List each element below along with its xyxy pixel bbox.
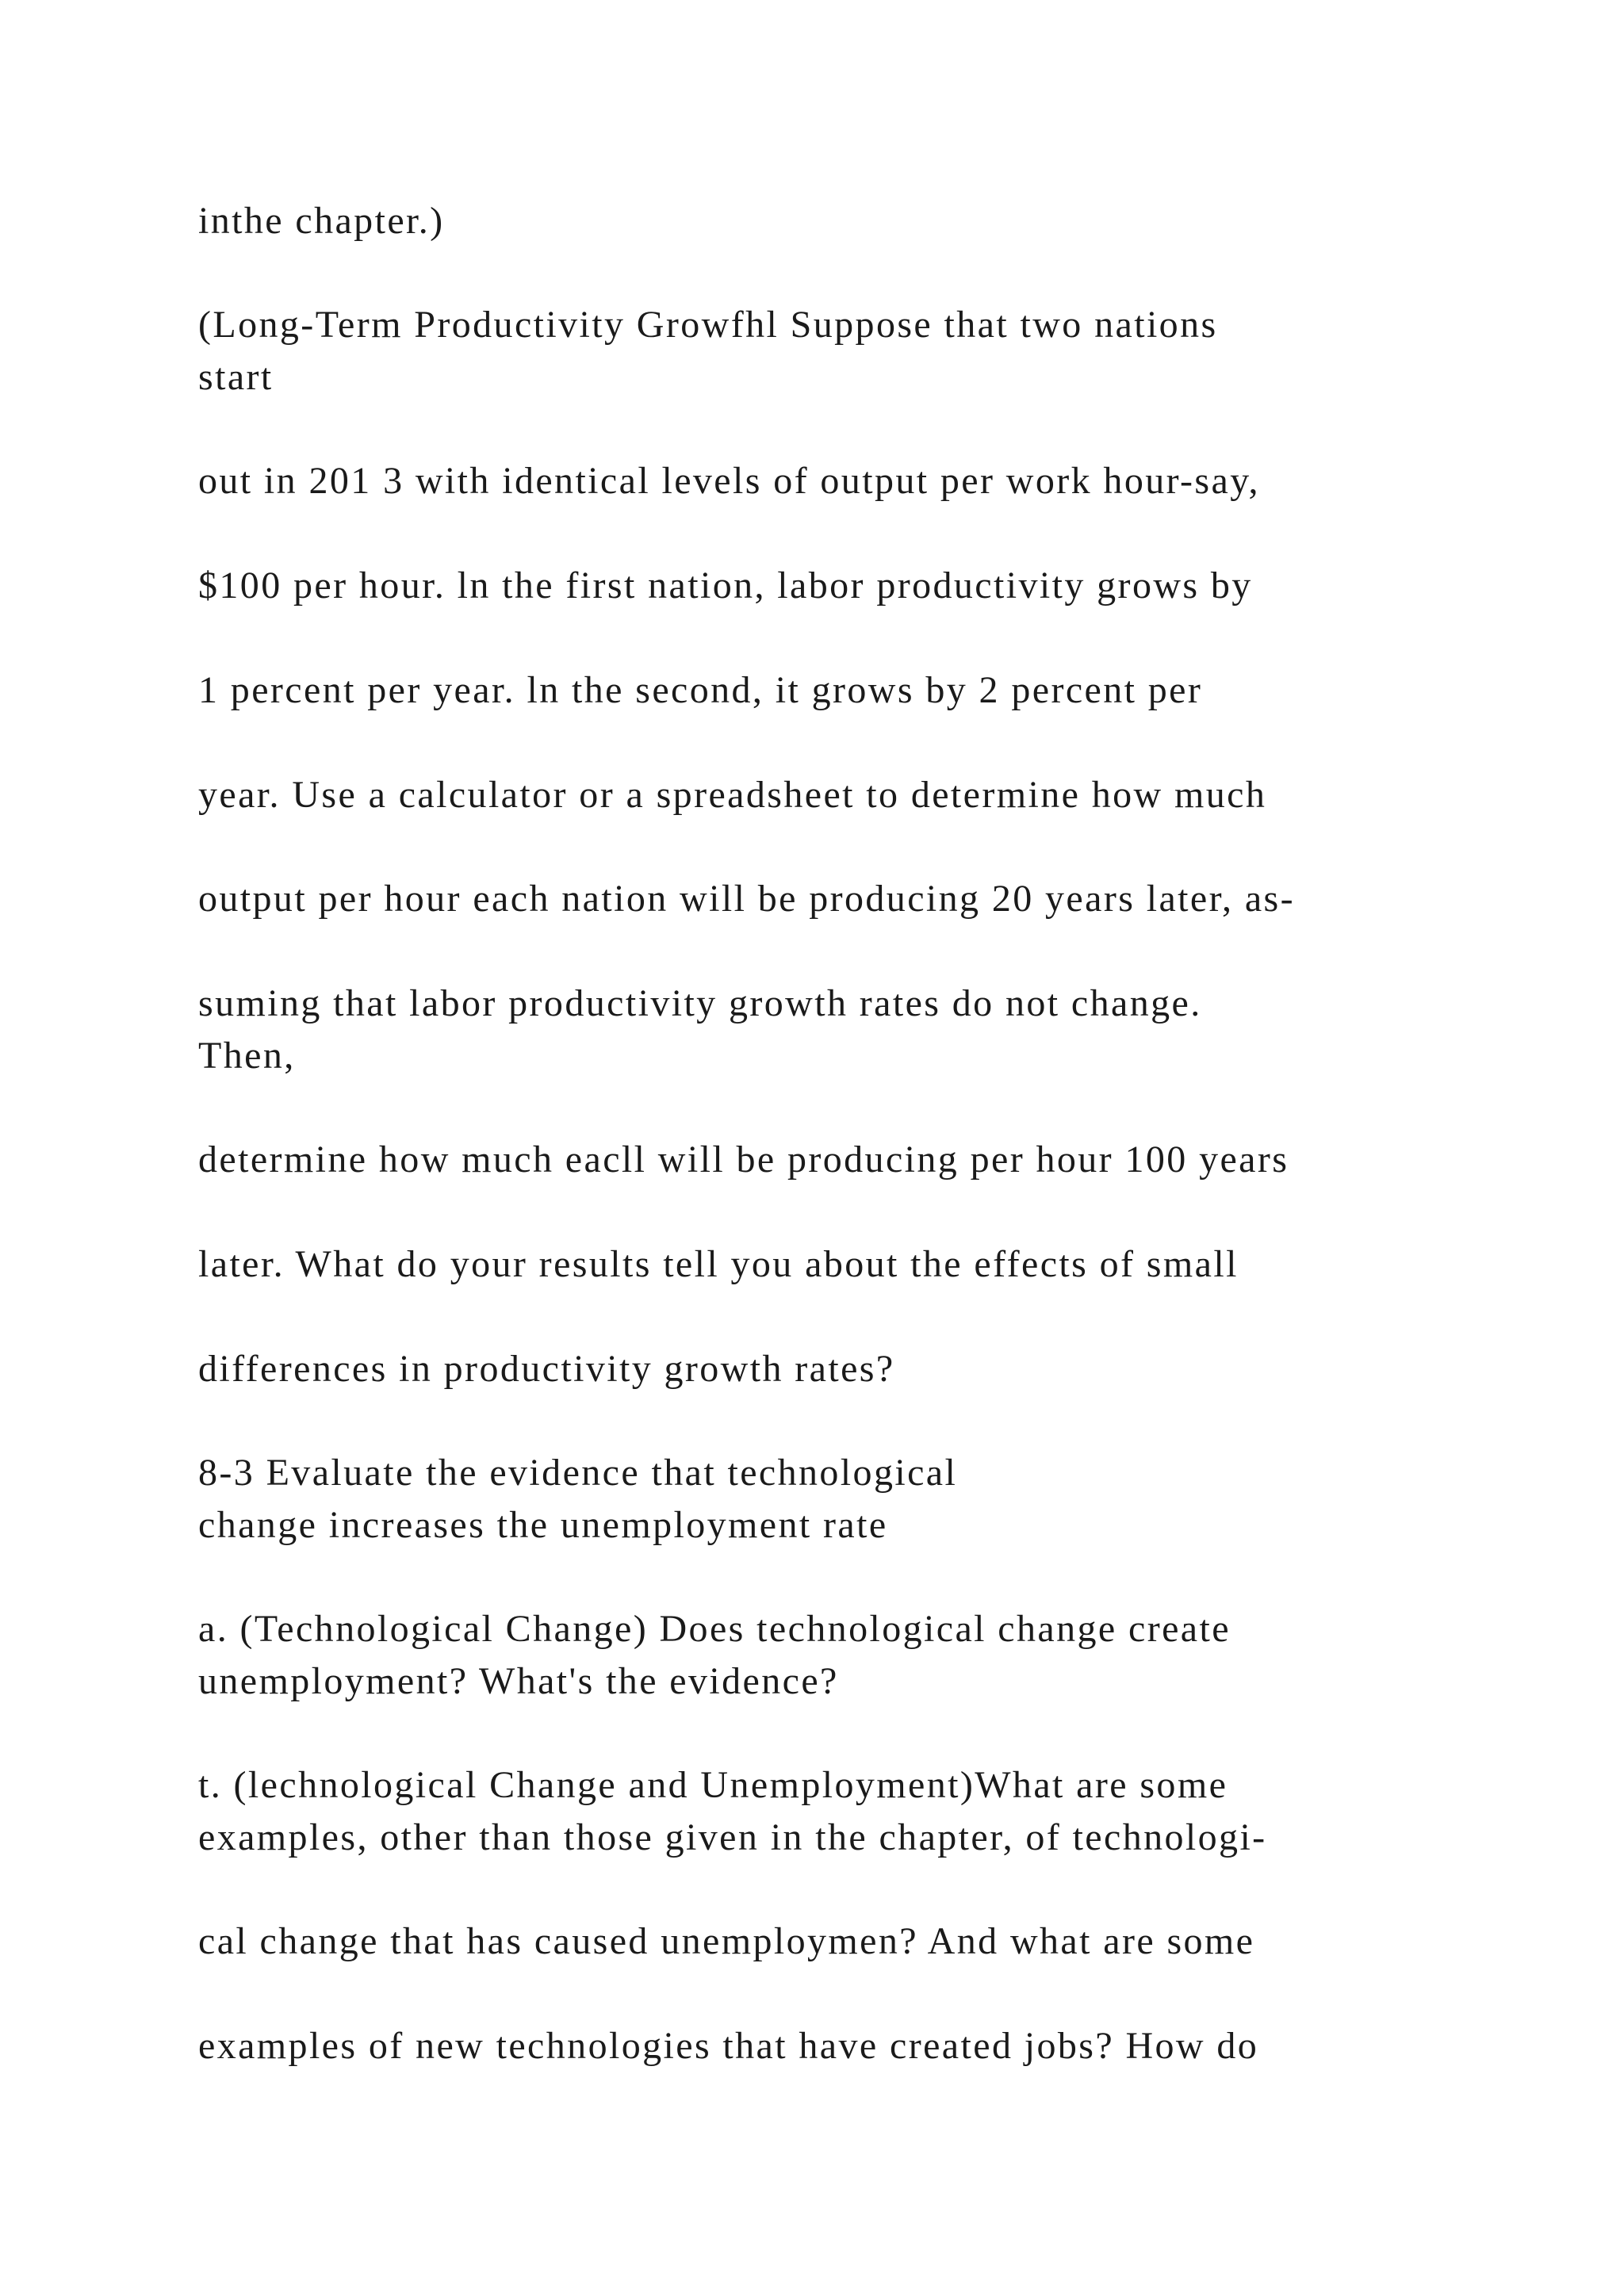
paragraph <box>198 1134 1289 1186</box>
paragraph <box>198 769 1266 821</box>
text-line: $100 per hour. ln the first nation, labor productivity grows by <box>198 564 1253 607</box>
text-line: t. (lechnological Change and Unemployment)What are some <box>198 1764 1228 1806</box>
text-line: examples of new technologies that have created jobs? How do <box>198 2025 1259 2067</box>
paragraph <box>198 195 445 247</box>
paragraph <box>198 873 1295 925</box>
text-line: suming that labor productivity growth rates do not change. <box>198 982 1202 1024</box>
paragraph <box>198 1447 957 1552</box>
text-line: inthe chapter.) <box>198 200 445 242</box>
text-line: out in 201 3 with identical levels of output per work hour-say, <box>198 460 1260 502</box>
text-line: change increases the unemployment rate <box>198 1504 888 1546</box>
text-line: cal change that has caused unemploymen? And what are some <box>198 1920 1255 1962</box>
paragraph <box>198 1343 895 1395</box>
paragraph <box>198 978 1202 1082</box>
text-line: start <box>198 356 274 398</box>
paragraph <box>198 664 1202 717</box>
text-line: unemployment? What's the evidence? <box>198 1660 839 1702</box>
text-line: year. Use a calculator or a spreadsheet to determine how much <box>198 774 1267 816</box>
paragraph <box>198 299 1218 404</box>
paragraph <box>198 560 1253 612</box>
text-line: a. (Technological Change) Does technological change create <box>198 1608 1231 1650</box>
text-line: (Long-Term Productivity Growfhl Suppose that two nations <box>198 304 1218 346</box>
paragraph <box>198 1603 1231 1708</box>
text-line: output per hour each nation will be producing 20 years later, as- <box>198 878 1296 920</box>
text-line: examples, other than those given in the chapter, of technologi- <box>198 1816 1267 1858</box>
text-line: 1 percent per year. ln the second, it grows by 2 percent per <box>198 669 1203 711</box>
text-line: Then, <box>198 1035 296 1077</box>
paragraph <box>198 2020 1258 2072</box>
paragraph <box>198 1238 1239 1291</box>
text-line: later. What do your results tell you about the effects of small <box>198 1243 1239 1285</box>
text-line: determine how much eacll will be producing per hour 100 years <box>198 1138 1289 1181</box>
text-line: differences in productivity growth rates? <box>198 1348 895 1390</box>
paragraph <box>198 1759 1267 1864</box>
paragraph <box>198 1915 1254 1968</box>
paragraph <box>198 455 1260 507</box>
text-line: 8-3 Evaluate the evidence that technological <box>198 1452 958 1494</box>
